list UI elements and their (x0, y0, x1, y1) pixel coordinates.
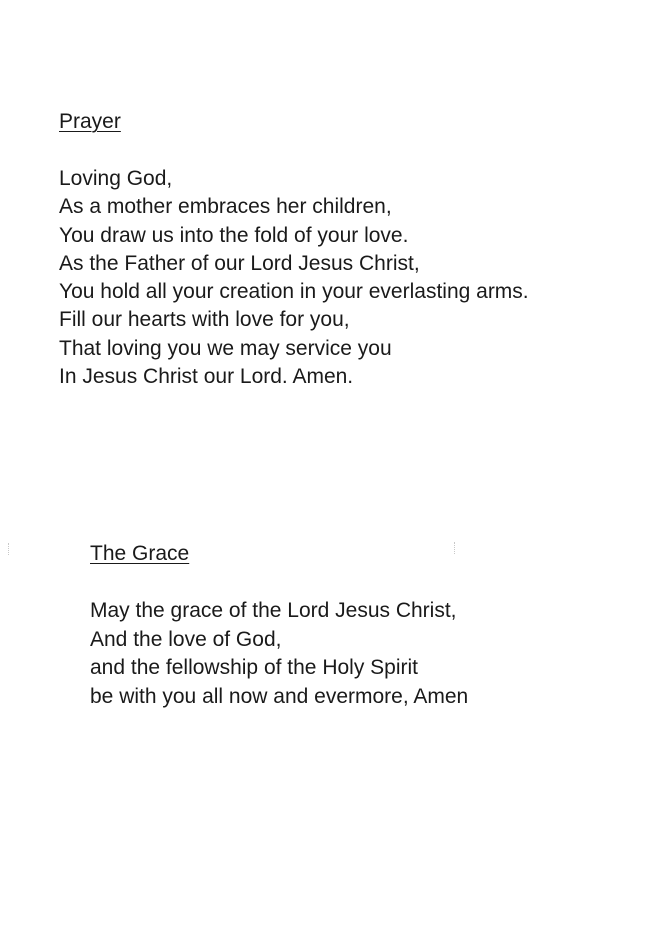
prayer-line: Loving God, (59, 167, 173, 190)
grace-line: May the grace of the Lord Jesus Christ, (90, 599, 457, 622)
prayer-line: Fill our hearts with love for you, (59, 308, 350, 332)
grace-line: and the fellowship of the Holy Spirit (90, 656, 419, 680)
grace-line: And the love of God, (90, 627, 282, 651)
prayer-heading: Prayer (59, 110, 121, 133)
prayer-line: You hold all your creation in your everlasting arms. (59, 280, 529, 304)
prayer-line: As a mother embraces her children, (59, 195, 392, 219)
prayer-text (59, 165, 529, 391)
grace-line: be with you all now and evermore, Amen (90, 685, 469, 709)
scan-speck (8, 543, 12, 555)
prayer-line: You draw us into the fold of your love. (59, 223, 409, 247)
scan-speck (454, 542, 458, 554)
grace-text (90, 597, 468, 712)
prayer-line: As the Father of our Lord Jesus Christ, (59, 251, 420, 275)
prayer-line: That loving you we may service you (59, 336, 392, 360)
grace-heading: The Grace (90, 542, 190, 565)
prayer-line: In Jesus Christ our Lord. Amen. (59, 365, 354, 389)
